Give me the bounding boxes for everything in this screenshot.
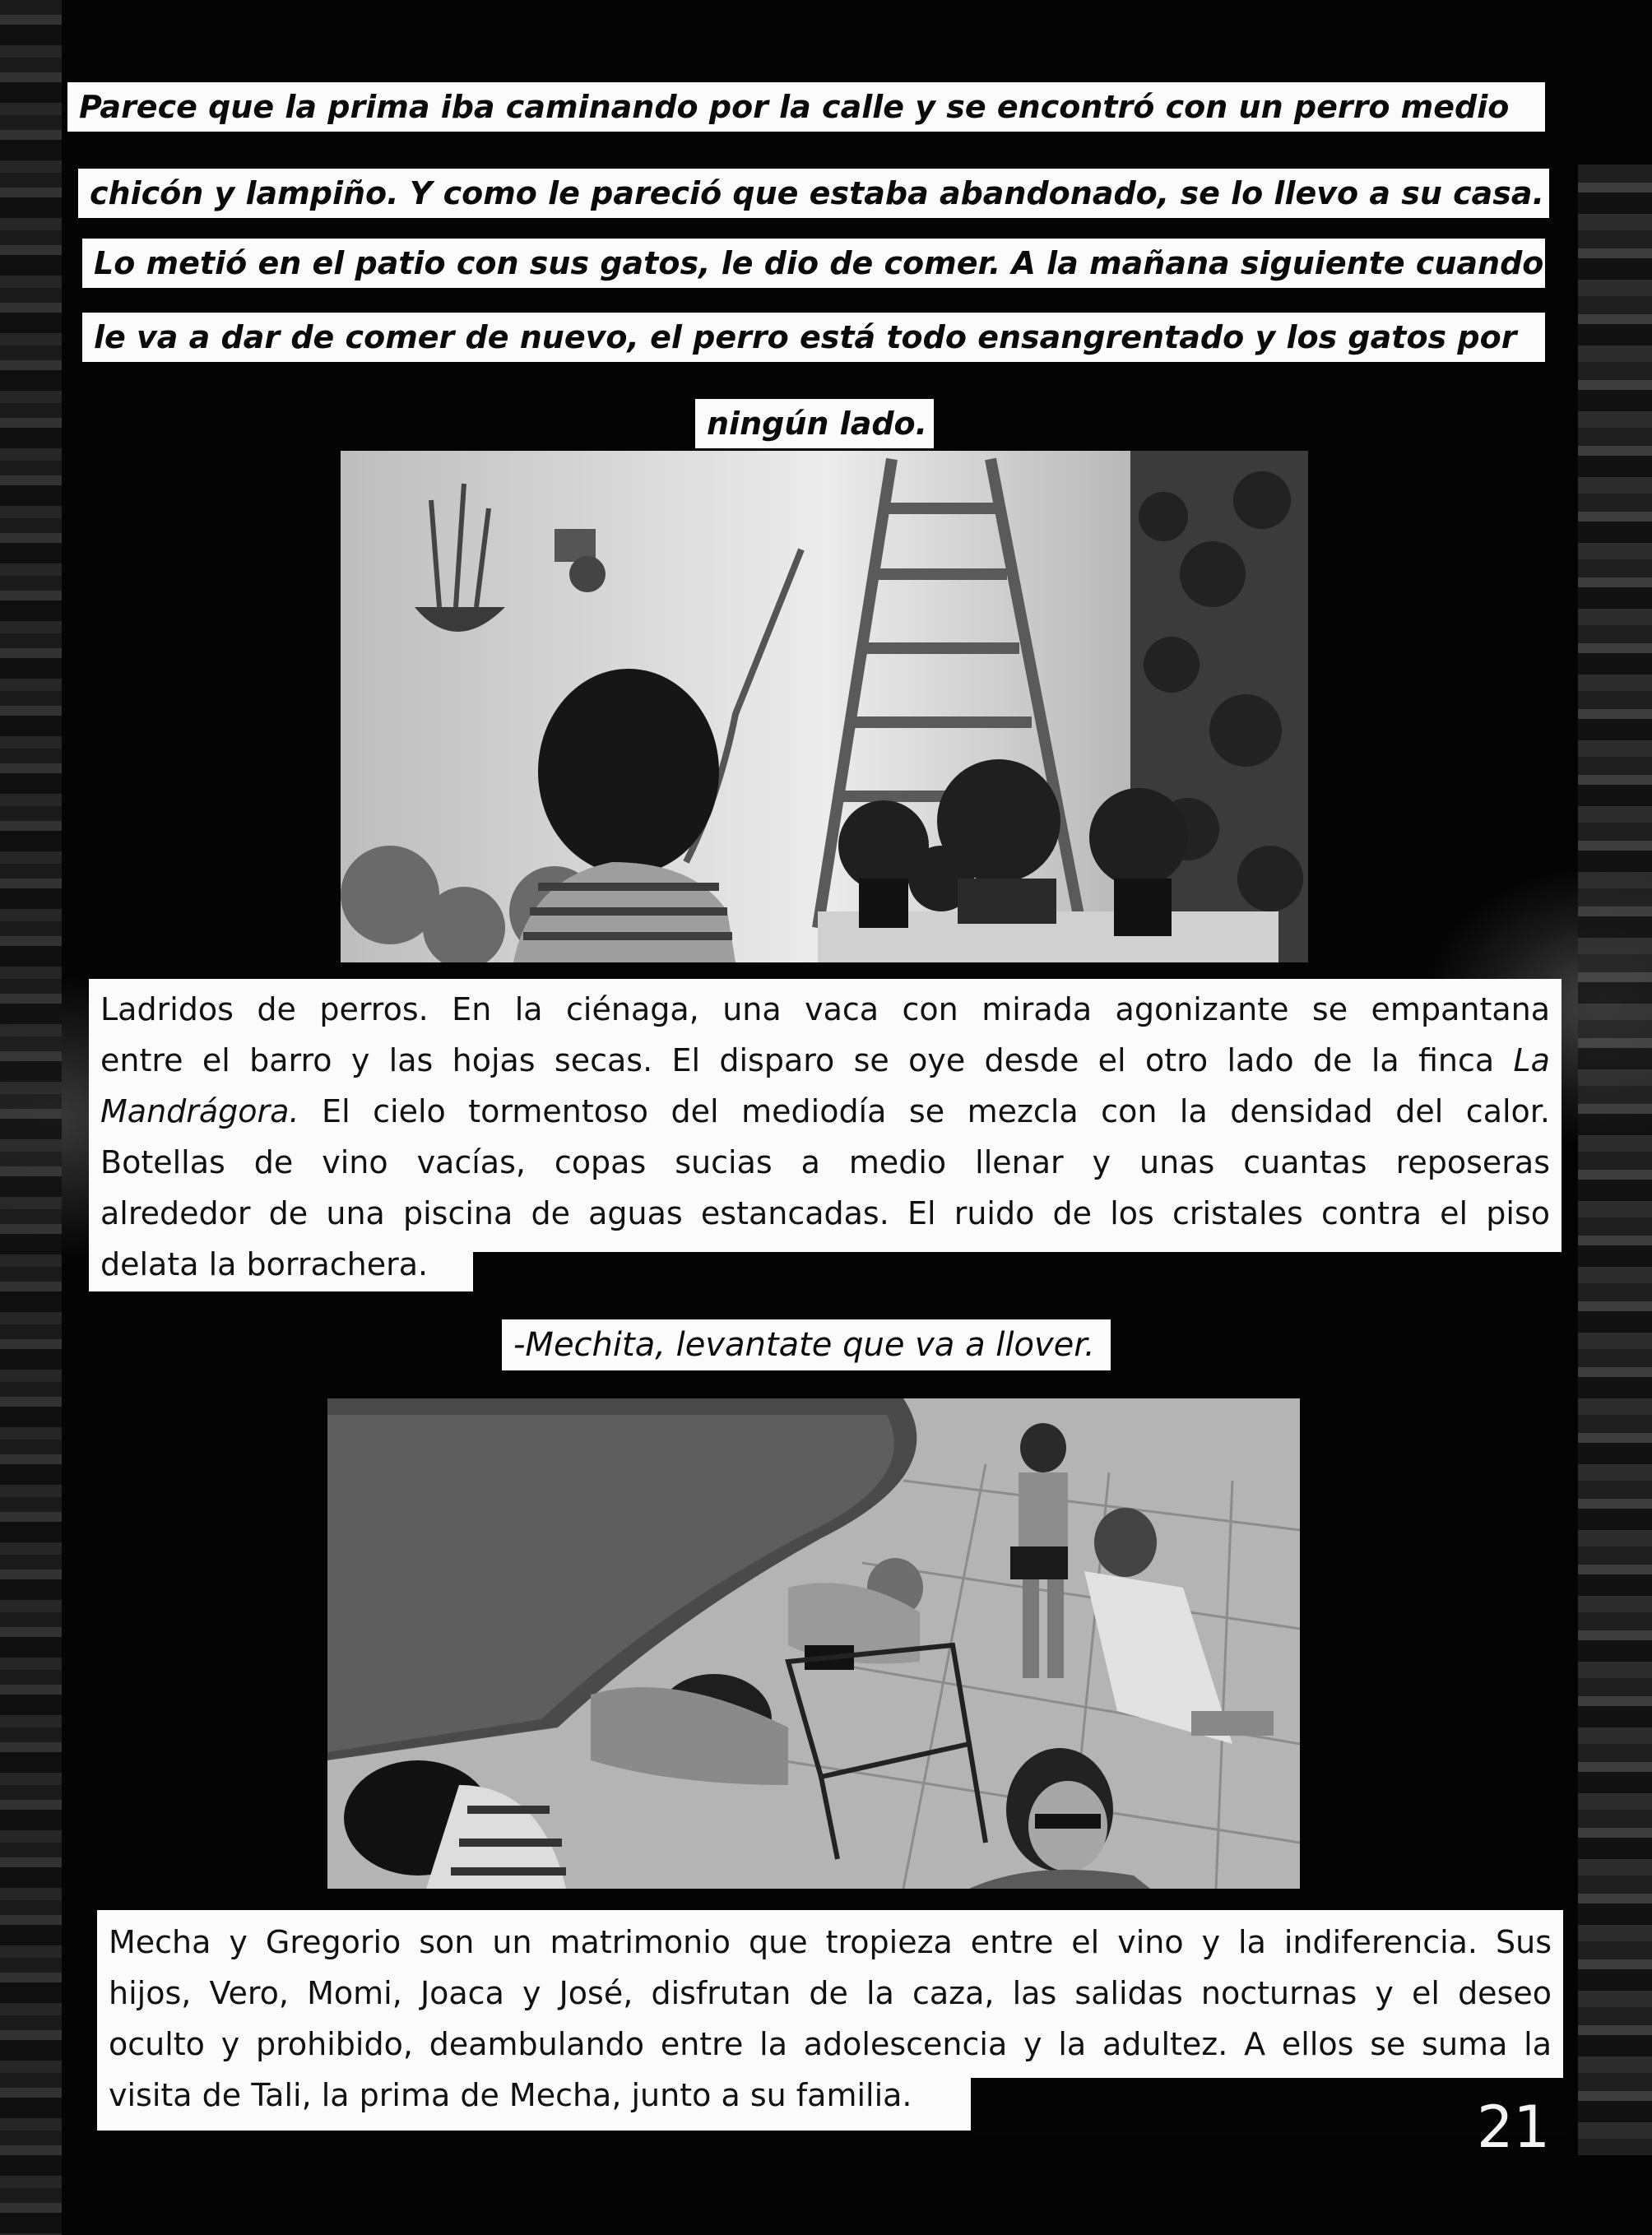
patio-photo-illustration — [341, 451, 1308, 962]
intro-line-2: chicón y lampiño. Y como le pareció que estaba abandonado, se lo llevo a su casa. — [78, 169, 1549, 218]
pool-photo-illustration — [327, 1398, 1300, 1889]
synopsis-line-3-text: El cielo tormentoso del mediodía se mezcla con la densidad del calor. — [299, 1093, 1550, 1129]
patio-photo — [341, 451, 1308, 962]
finca-name-part-2: Mandrágora. — [100, 1093, 299, 1129]
quote-strip: -Mechita, levantate que va a llover. — [502, 1319, 1111, 1370]
characters-line-1: Mecha y Gregorio son un matrimonio que tropieza entre el vino y la indiferencia. Sus — [109, 1924, 1552, 1960]
synopsis-cutout — [473, 1252, 1567, 1295]
finca-name-part-1: La — [1513, 1042, 1550, 1078]
intro-line-4: le va a dar de comer de nuevo, el perro está todo ensangrentado y los gatos por — [82, 313, 1545, 362]
characters-line-3: oculto y prohibido, deambulando entre la adolescencia y la adultez. A ellos se suma la — [109, 2026, 1552, 2062]
page-number: 21 — [1477, 2094, 1551, 2161]
intro-line-3: Lo metió en el patio con sus gatos, le dio de comer. A la mañana siguiente cuando — [82, 239, 1545, 288]
synopsis-line-1: Ladridos de perros. En la ciénaga, una vaca con mirada agonizante se empantana — [100, 991, 1550, 1027]
synopsis-line-2-text: entre el barro y las hojas secas. El disparo se oye desde el otro lado de la finca — [100, 1042, 1495, 1078]
pool-photo — [327, 1398, 1300, 1889]
intro-line-1: Parece que la prima iba caminando por la calle y se encontró con un perro medio — [67, 82, 1545, 132]
intro-line-5: ningún lado. — [695, 399, 934, 448]
left-scanned-edge — [0, 0, 62, 2235]
synopsis-line-2 — [100, 1035, 1550, 1086]
characters-line-2: hijos, Vero, Momi, Joaca y José, disfrutan de la caza, las salidas nocturnas y el deseo — [109, 1975, 1552, 2011]
synopsis-line-4: Botellas de vino vacías, copas sucias a medio llenar y unas cuantas reposeras — [100, 1144, 1550, 1180]
right-scanned-edge — [1578, 165, 1652, 2155]
synopsis-line-6: delata la borrachera. — [100, 1246, 429, 1282]
synopsis-text — [89, 979, 1562, 1291]
synopsis-line-3 — [100, 1086, 1550, 1137]
characters-line-4: visita de Tali, la prima de Mecha, junto a su familia. — [109, 2077, 912, 2113]
synopsis-line-5: alrededor de una piscina de aguas estancadas. El ruido de los cristales contra el piso — [100, 1195, 1550, 1231]
